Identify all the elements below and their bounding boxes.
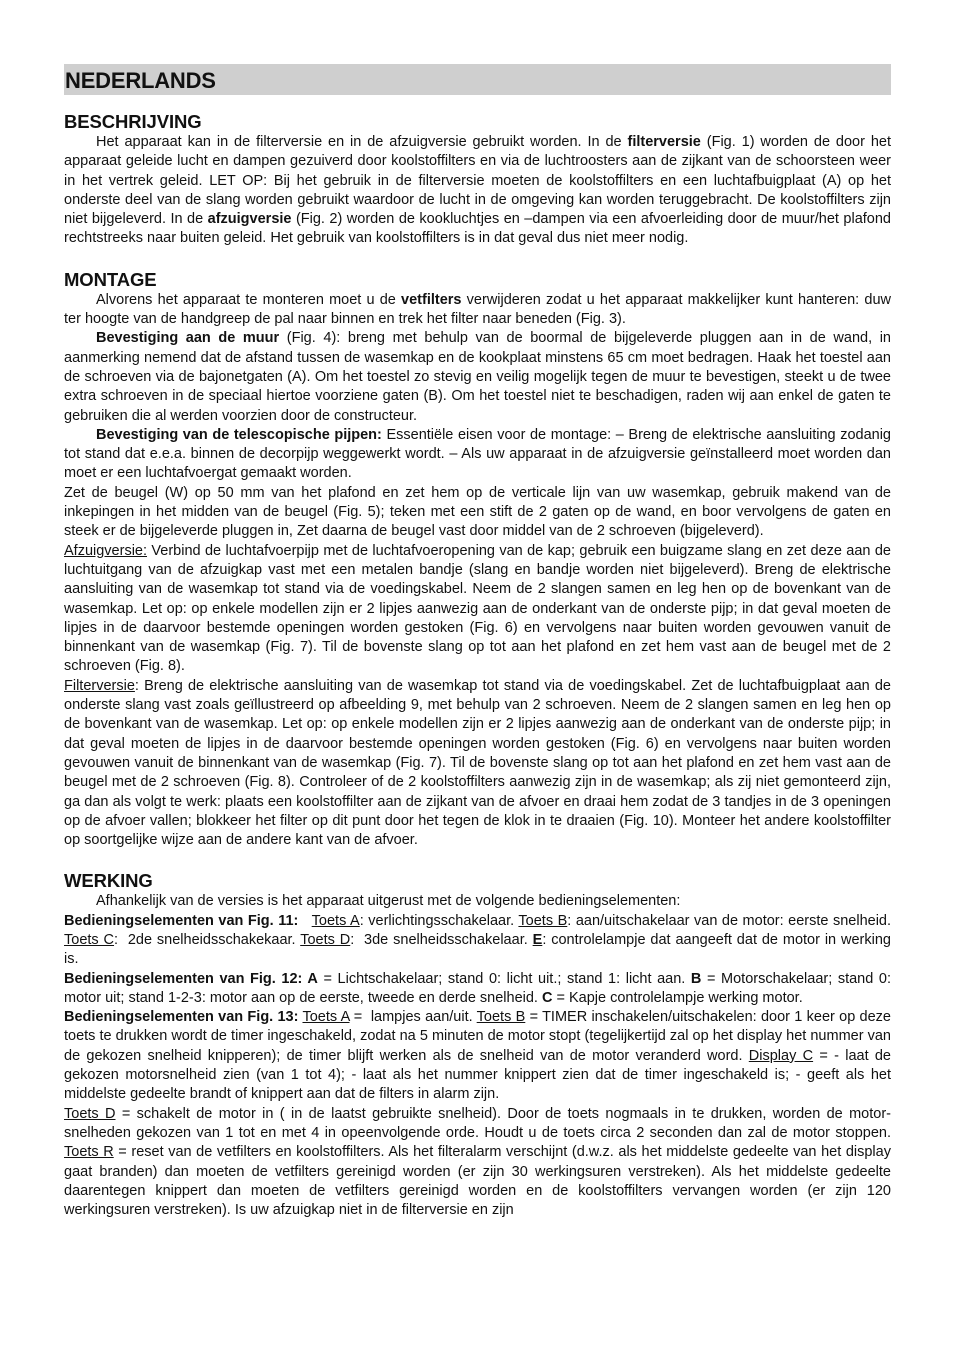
text-run: : controlelampje dat aangeeft dat de motor in werking is.: [64, 931, 891, 968]
montage-paragraph-beugel: Zet de beugel (W) op 50 mm van het plafond en zet hem op de verticale lijn van uw wasemkap, gebruik makend van de inkepingen in het midden van de beugel (Fig. 5); teken met een stift de 2 gaten op de wand, en boor vervolgens de gaten en steek er de bijgeleverde pluggen in, Zet daarna de beugel vast door middel van de 2 schroeven (bijgeleverd).: [64, 484, 891, 540]
text-run: = Lichtschakelaar; stand 0: licht uit.; stand 1: licht aan.: [317, 970, 691, 987]
label-fig13: Bedieningselementen van Fig. 13:: [64, 1009, 299, 1026]
werking-fig12: [64, 970, 891, 1009]
montage-paragraph-vetfilters: [64, 291, 891, 330]
text-run: Alvorens het apparaat te monteren moet u de: [96, 291, 402, 308]
key-toets-d-fig13: Toets D: [64, 1105, 116, 1122]
text-run: = schakelt de motor in ( in de laatst gebruikte snelheid). Door de toets nogmaals in te drukken, worden de motor-snelheden gekozen van 1 tot en met 4 in opeenvolgende orde. Houdt u de toets circa 2 seconden dan zal de motor stoppen.: [64, 1105, 899, 1141]
text-run: = reset van de vetfilters en koolstoffilters. Als het filteralarm verschijnt (d.w.z. als het middelste gedeelte van het display gaat branden) dan moeten de vetfilters gereinigd worden (er zijn 30 werkingsuren verstreken). Als het middelste gedeelte daarentegen knippert dan moeten de vetfilters gereinigd worden en de koolstoffilters vervangen worden (er zijn 120 werkingsuren verstreken). Is uw afzuigkap niet in de filterversie en zijn: [64, 1144, 891, 1219]
term-afzuigversie: afzuigversie: [207, 211, 292, 228]
section-title-werking: WERKING: [64, 870, 153, 892]
text-run: : aan/uitschakelaar van de motor: eerste snelheid.: [567, 912, 892, 929]
manual-page: [64, 64, 899, 1220]
key-b: B: [690, 970, 702, 987]
montage-paragraph-filterversie: [64, 677, 891, 851]
text-run: = - laat de gekozen motorsnelheid zien (van 1 tot 4); - laat als het nummer knippert zien dat de timer ingeschakeld is; - geeft als het middelste gedeelte brandt of knippert aan dat de filters in alarm zijn.: [64, 1047, 891, 1103]
section-title-beschrijving: BESCHRIJVING: [64, 111, 202, 132]
key-toets-a-fig13: Toets A: [302, 1009, 350, 1026]
term-vetfilters: vetfilters: [401, 291, 462, 308]
text-run: (Fig. 2) worden de kookluchtjes en –dampen via een afvoerleiding door de muur/het plafond rechtstreeks naar buiten geleid. Het gebruik van koolstoffilters is in dat geval dus niet meer nodig.: [64, 211, 891, 247]
text-run: verwijderen zodat u het apparaat makkelijker kunt hanteren: duw ter hoogte van de handgreep de pal naar binnen en trek het filter naar beneden (Fig. 3).: [64, 291, 891, 328]
key-toets-b: Toets B: [518, 912, 568, 929]
montage-paragraph-afzuigversie: [64, 542, 891, 677]
text-run: = Kapje controlelampje werking motor.: [552, 989, 803, 1006]
text-run: = lampjes aan/uit.: [349, 1009, 477, 1026]
key-toets-r: Toets R: [64, 1144, 114, 1161]
key-e: E: [532, 931, 543, 948]
key-c: C: [541, 989, 553, 1006]
subheading-pijpen: Bevestiging van de telescopische pijpen:: [96, 426, 382, 443]
text-run: : 2de snelheidsschakekaar.: [114, 931, 301, 948]
key-toets-c: Toets C: [64, 931, 115, 948]
label-fig12: Bedieningselementen van Fig. 12:: [64, 970, 303, 987]
text-run: = TIMER inschakelen/uitschakelen: door 1 keer op deze toets te drukken wordt de timer ingeschakeld, zodat na 5 minuten de motor stopt (tegelijkertijd zal op het display het nummer van de gekozen snelheid knipperen); de timer blijft werken als de snelheid van de motor veranderd word.: [64, 1009, 891, 1064]
label-afzuigversie: Afzuigversie:: [64, 542, 148, 559]
term-filterversie: filterversie: [627, 134, 701, 150]
text-run: Verbind de luchtafvoerpijp met de luchtafvoeropening van de kap; gebruik een buigzame slang en zet deze aan de luchtuitgang van de afzuigkap vast met een metalen bandje (slang en bandje worden niet bijgeleverd). Breng de elektrische aansluiting van de wasemkap tot stand via de voedingskabel. Neem de 2 slangen samen en leg hen op de bovenkant van de wasemkap. Let op: op enkele modellen zijn er 2 lipjes aanwezig aan de onderkant van de onderste pijp; in dat geval moeten de lipjes in de daarvoor bestemde openingen worden gestoken (Fig. 6) en vervolgens naar buiten worden gevouwen vanuit de binnenkant van de wasemkap (Fig. 7). Til de bovenste slang op tot aan het plafond en zet hem vast aan de beugel met de 2 schroeven (Fig. 8).: [64, 542, 891, 675]
text-run: (Fig. 1) worden de door het apparaat geleide lucht en dampen gezuiverd door koolstoffilters en via de luchtroosters aan de zijkant van de schoorsteen weer in het vertrek geleid. LET OP: Bij het gebruik in de filterversie moeten de koolstoffilters en een luchtafbuigplaat (A) op het onderste deel van de slang worden gebruikt waardoor de lucht in de omgeving kan worden teruggebracht. De koolstoffilters zijn niet bijgeleverd. In de: [64, 134, 891, 228]
section-title-montage: MONTAGE: [64, 268, 157, 290]
key-toets-a: Toets A: [311, 912, 360, 929]
text-run: = Motorschakelaar; stand 0: motor uit; stand 1-2-3: motor aan op de eerste, tweede en derde snelheid.: [64, 970, 891, 1006]
label-fig11: Bedieningselementen van Fig. 11:: [64, 912, 299, 929]
text-run: : Breng de elektrische aansluiting van de wasemkap tot stand via de voedingskabel. Zet de luchtafbuigplaat aan de onderste slang vast zoals geïllustreerd op afbeelding 9, met behulp van 2 schroeven. Neem de 2 slangen samen en leg hen op de bovenkant van de wasemkap. Let op: op enkele modellen zijn er 2 lipjes aanwezig aan de onderkant van de onderste pijp; in dat geval moeten de lipjes in de daarvoor bestemde openingen worden gestoken (Fig. 6) en vervolgens naar buiten worden gevouwen vanuit de binnenkant van de wasemkap (Fig. 7). Til de bovenste slang op tot aan het plafond en zet hem vast aan de beugel met de 2 schroeven (Fig. 8). Controleer of de 2 koolstoffilters aanwezig zijn in de wasemkap; als zij niet gemonteerd zijn, ga dan als volgt te werk: plaats een koolstoffilter aan de zijkant van de afvoer en draai hem zodat de 3 tandjes in de 3 openingen op de afvoer vallen; blokkeer het filter op dit punt door het tegen de klok in te draaien (Fig. 10). Monteer het andere koolstoffilter op soortgelijke wijze aan de andere kant van de afvoer.: [64, 677, 891, 849]
werking-intro: Afhankelijk van de versies is het apparaat uitgerust met de volgende bedieningselementen:: [96, 893, 681, 910]
subheading-muur: Bevestiging aan de muur: [96, 330, 280, 347]
text-run: : 3de snelheidsschakelaar.: [350, 931, 533, 948]
key-toets-d: Toets D: [300, 931, 351, 948]
label-filterversie: Filterversie: [64, 677, 135, 694]
language-heading: NEDERLANDS: [64, 64, 891, 95]
text-run: (Fig. 4): breng met behulp van de boormal de bijgeleverde pluggen aan in de wand, in aanmerking nemend dat de afstand tussen de wasemkap en de kookplaat minstens 65 cm moet bedragen. Haak het toestel aan de schroeven via de bajonetgaten (A). Om het toestel zo stevig en veilig mogelijk tegen de muur te bevestigen, steekt u de twee extra schroeven in de speciaal hiertoe voorziene gaten (B). Om het toestel niet te beschadigen, raden wij aan enkel de gaten te gebruiken die al werden voorzien door de constructeur.: [64, 330, 891, 424]
werking-fig13: [64, 1008, 891, 1104]
text-run: Het apparaat kan in de filterversie en in de afzuigversie gebruikt worden. In de: [96, 134, 628, 150]
text-run: Essentiële eisen voor de montage: – Breng de elektrische aansluiting zodanig tot stand dat e.e.a. binnen de decorpijp weggewerkt wordt. – Als uw apparaat in de afzuigversie geïnstalleerd moet worden dan moet er een luchtafvoergat gemaakt worden.: [64, 426, 891, 482]
beschrijving-paragraph: [64, 133, 891, 249]
text-run: : verlichtingsschakelaar.: [359, 912, 519, 929]
key-toets-b-fig13: Toets B: [476, 1009, 526, 1026]
key-a: A: [302, 970, 318, 987]
text-run: [298, 913, 311, 929]
werking-fig11: [64, 912, 891, 970]
montage-paragraph-pijpen: [64, 426, 891, 484]
key-display-c: Display C: [748, 1047, 814, 1064]
montage-paragraph-muur: [64, 329, 891, 425]
werking-toets-d: [64, 1105, 899, 1221]
